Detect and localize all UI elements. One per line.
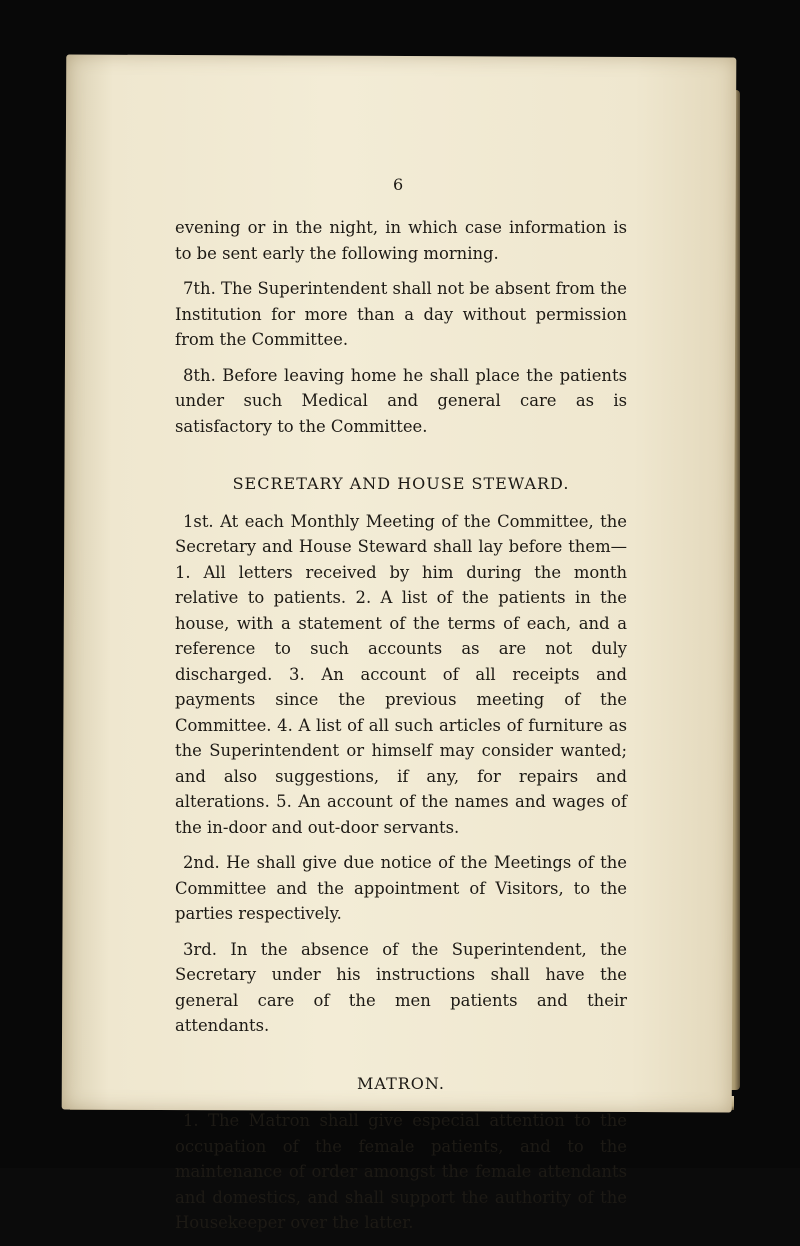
heading-matron: MATRON. (357, 1073, 445, 1093)
heading-secretary: SECRETARY AND HOUSE STEWARD. (232, 474, 570, 493)
paragraph-continuation: evening or in the night, in which case information is to be sent early the following morning. (175, 218, 627, 263)
paragraph-matron-1: 1. The Matron shall give especial attention to the occupation of the female patients, and to the maintenance of order amongst the female attendants and domestics, and shall support the authority of the Housekeeper over the latter. (175, 1111, 627, 1232)
paragraph-secretary-2nd: 2nd. He shall give due notice of the Meetings of the Committee and the appointment of Visitors, to the parties respectively. (175, 853, 627, 923)
paragraph-secretary-3rd: 3rd. In the absence of the Superintendent, the Secretary under his instructions shall have the general care of the men patients and their attendants. (175, 939, 627, 1035)
document-text (175, 215, 627, 1246)
paragraph-8th: 8th. Before leaving home he shall place the patients under such Medical and general care as is satisfactory to the Committee. (175, 365, 627, 436)
page-number: 6 (393, 175, 404, 194)
paragraph-7th: 7th. The Superintendent shall not be absent from the Institution for more than a day without permission from the Committee. (175, 279, 627, 349)
paragraph-secretary-1st: 1st. At each Monthly Meeting of the Committee, the Secretary and House Steward shall lay before them—1. All letters received by him during the month relative to patients. 2. A list of the patients in the house, with a statement of the terms of each, and a reference to such accounts as are not duly discharged. 3. An account of all receipts and payments since the previous meeting of the Committee. 4. A list of all such articles of furniture as the Superintendent or himself may consider wanted; and also suggestions, if any, for repairs and alterations. 5. An account of the names and wages of the in-door and out-door servants. (175, 511, 627, 837)
